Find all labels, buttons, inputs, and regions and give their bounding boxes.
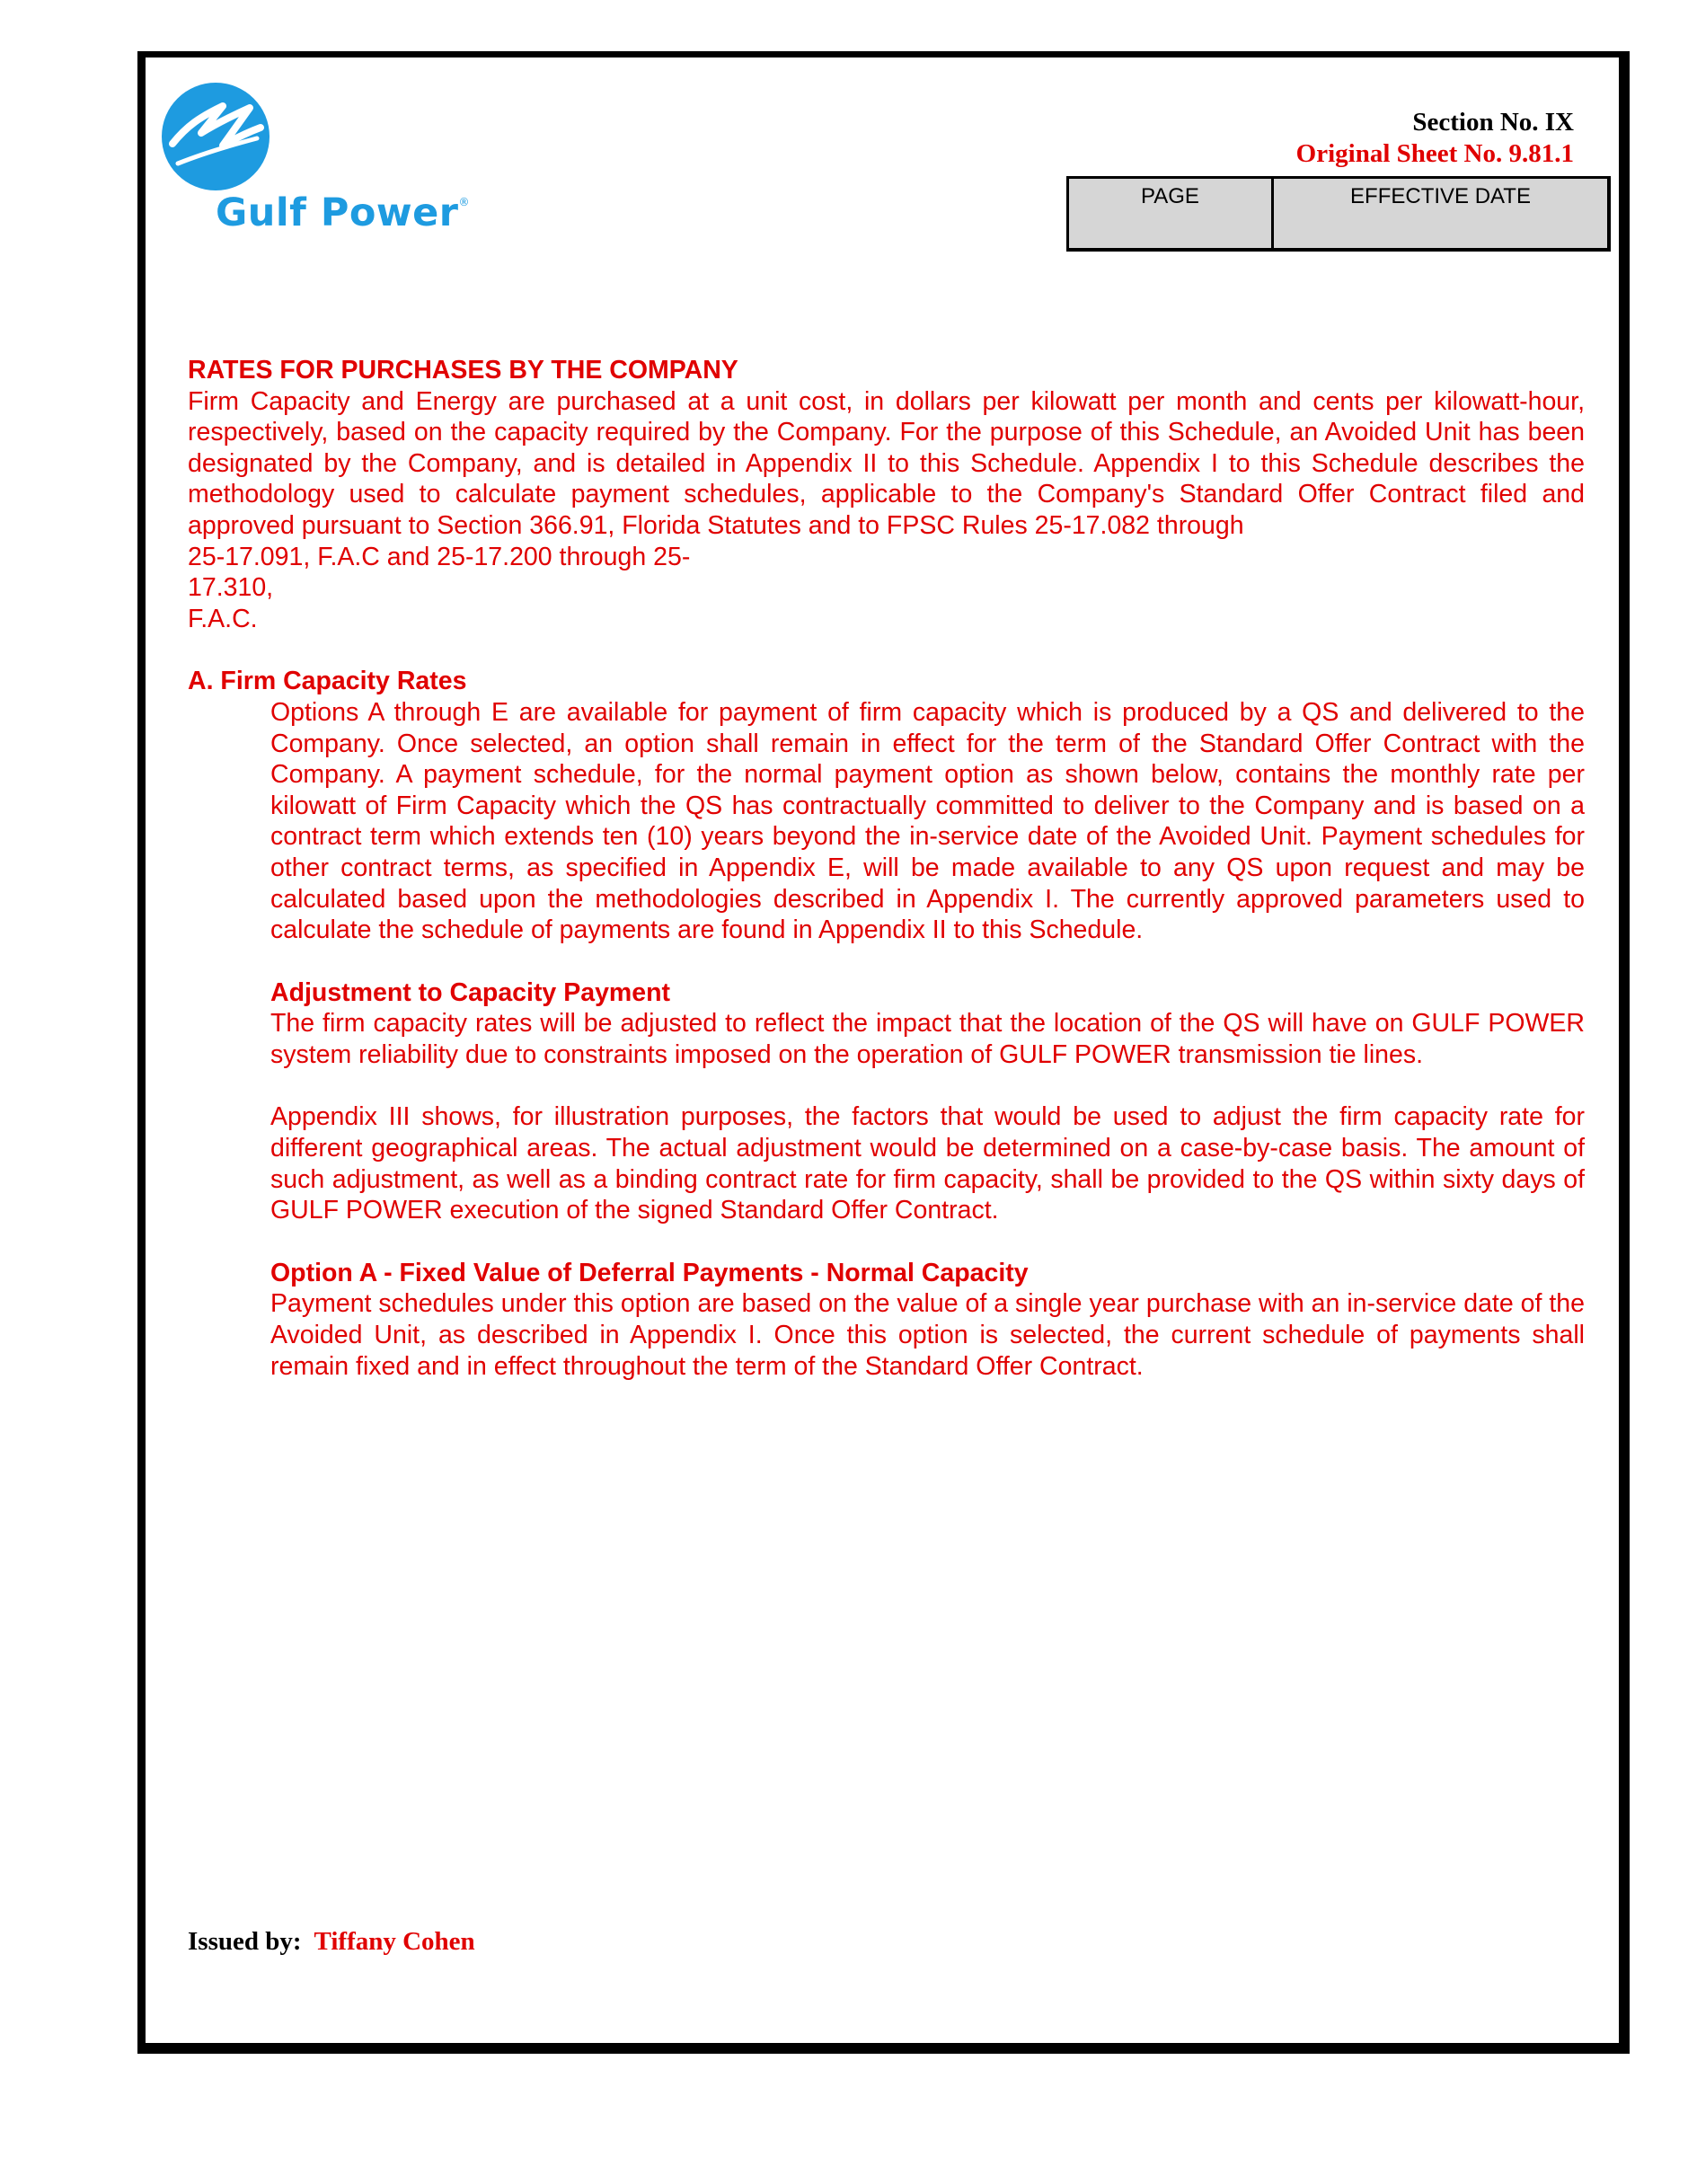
page-label: PAGE <box>1141 184 1199 208</box>
page-cell <box>1069 179 1274 248</box>
rates-tail-line: F.A.C. <box>188 604 258 633</box>
option-a-heading: Option A - Fixed Value of Deferral Payments - Normal Capacity <box>270 1258 1029 1287</box>
rates-tail-line: 17.310, <box>188 573 274 603</box>
logo-wordmark: Gulf Power® <box>216 190 470 235</box>
document-body <box>188 355 1585 1382</box>
effective-date-label: EFFECTIVE DATE <box>1350 184 1531 208</box>
rates-tail-line: 25-17.091, F.A.C and 25-17.200 through 25- <box>188 542 691 571</box>
gulf-power-logo <box>160 81 537 247</box>
gulf-power-emblem-icon <box>160 81 277 198</box>
issued-by-name: Tiffany Cohen <box>314 1927 475 1956</box>
rates-paragraph-tail <box>188 542 1585 635</box>
appendix-paragraph: Appendix III shows, for illustration purposes, the factors that would be used to adjust the firm capacity rate for different geographical areas. The actual adjustment would be determined on a case-by-case basis. The amount of such adjustment, as well as a binding contract rate for firm capacity, shall be provided to the QS within sixty days of GULF POWER execution of the signed Standard Offer Contract. <box>270 1102 1585 1225</box>
option-a-paragraph: Payment schedules under this option are based on the value of a single year purchase with an in-service date of the Avoided Unit, as described in Appendix I. Once this option is selected, the current schedule of payments shall remain fixed and in effect throughout the term of the Standard Offer Contract. <box>270 1289 1585 1381</box>
firm-capacity-paragraph: Options A through E are available for payment of firm capacity which is produced by a QS and delivered to the Company. Once selected, an option shall remain in effect for the term of the Standard Offer Contract with the Company. A payment schedule, for the normal payment option as shown below, contains the monthly rate per kilowatt of Firm Capacity which the QS has contractually committed to deliver to the Company and is based on a contract term which extends ten (10) years beyond the in-service date of the Avoided Unit. Payment schedules for other contract terms, as specified in Appendix E, will be made available to any QS upon request and may be calculated based upon the methodologies described in Appendix I. The currently approved parameters used to calculate the schedule of payments are found in Appendix II to this Schedule. <box>270 697 1585 945</box>
rates-heading: RATES FOR PURCHASES BY THE COMPANY <box>188 356 738 385</box>
effective-date-cell <box>1274 179 1607 248</box>
sheet-number: Original Sheet No. 9.81.1 <box>1295 139 1574 168</box>
rates-paragraph: Firm Capacity and Energy are purchased at a unit cost, in dollars per kilowatt per month and cents per kilowatt-hour, respectively, based on the capacity required by the Company. For the purpose of this Schedule, an Avoided Unit has been designated by the Company, and is detailed in Appendix II to this Schedule. Appendix I to this Schedule describes the methodology used to calculate payment schedules, applicable to the Company's Standard Offer Contract filed and approved pursuant to Section 366.91, Florida Statutes and to FPSC Rules 25-17.082 through <box>188 386 1585 540</box>
section-number: Section No. IX <box>1412 108 1574 137</box>
issued-by-label: Issued by: <box>188 1927 302 1956</box>
adjustment-paragraph: The firm capacity rates will be adjusted to reflect the impact that the location of the QS will have on GULF POWER system reliability due to constraints imposed on the operation of GULF POWER transmission tie lines. <box>270 1009 1585 1069</box>
adjustment-heading: Adjustment to Capacity Payment <box>270 977 671 1007</box>
page-effective-date-table <box>1066 176 1611 252</box>
issued-by <box>188 1927 475 1957</box>
firm-capacity-heading: A. Firm Capacity Rates <box>188 667 467 696</box>
